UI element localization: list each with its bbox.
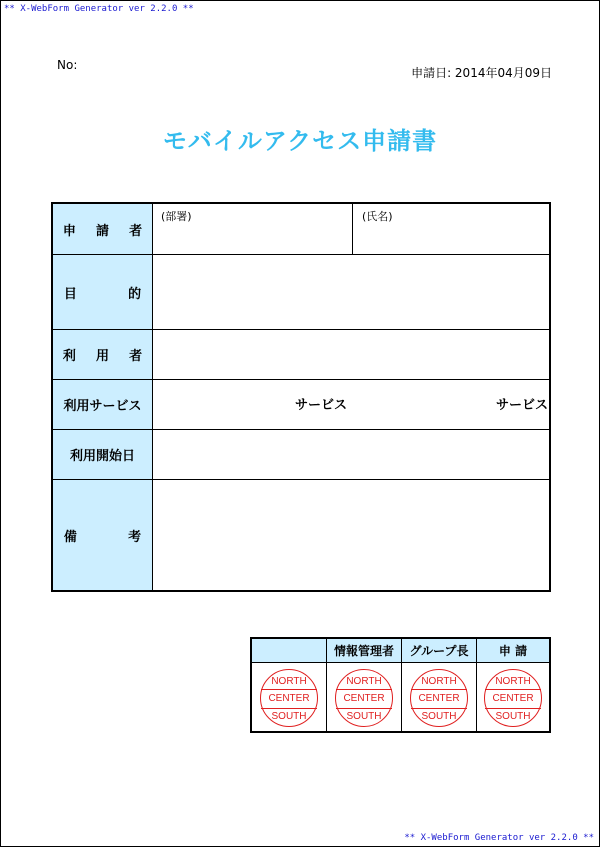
- approval-header-group-leader: グループ長: [409, 644, 469, 658]
- seal-stamp: NORTH CENTER SOUTH: [410, 669, 468, 727]
- seal-stamp: NORTH CENTER SOUTH: [335, 669, 393, 727]
- approval-header-applicant: 申 請: [498, 644, 528, 658]
- approval-header-info-manager: 情報管理者: [333, 644, 394, 658]
- department-label: (部署): [161, 210, 192, 223]
- applicant-label: 申 請 者: [53, 204, 153, 254]
- purpose-row[interactable]: [53, 255, 549, 330]
- notes-row[interactable]: [53, 480, 549, 590]
- approval-stamp-table: [250, 637, 551, 733]
- application-date: 申請日: 2014年04月09日: [411, 66, 552, 80]
- applicant-divider: [352, 204, 353, 254]
- service-option-2[interactable]: サービス: [496, 398, 549, 413]
- service-label: 利用サービス: [53, 380, 153, 429]
- start-date-row[interactable]: [53, 430, 549, 480]
- name-label: (氏名): [362, 210, 393, 223]
- seal-stamp: NORTH CENTER SOUTH: [484, 669, 542, 727]
- service-option-1[interactable]: サービス: [295, 398, 348, 413]
- user-row[interactable]: [53, 330, 549, 380]
- service-row: [53, 380, 549, 430]
- purpose-label: 目 的: [53, 255, 153, 329]
- user-label: 利 用 者: [53, 330, 153, 379]
- applicant-row: [53, 204, 549, 255]
- approval-header-blank: [252, 639, 326, 662]
- notes-label: 備 考: [53, 480, 153, 590]
- form-title: モバイルアクセス申請書: [162, 127, 438, 155]
- application-form: [51, 202, 551, 592]
- generator-header: ** X-WebForm Generator ver 2.2.0 **: [4, 4, 194, 14]
- form-number-label: No:: [57, 58, 78, 72]
- seal-stamp: NORTH CENTER SOUTH: [260, 669, 318, 727]
- generator-footer: ** X-WebForm Generator ver 2.2.0 **: [404, 833, 594, 843]
- start-date-label: 利用開始日: [53, 430, 153, 479]
